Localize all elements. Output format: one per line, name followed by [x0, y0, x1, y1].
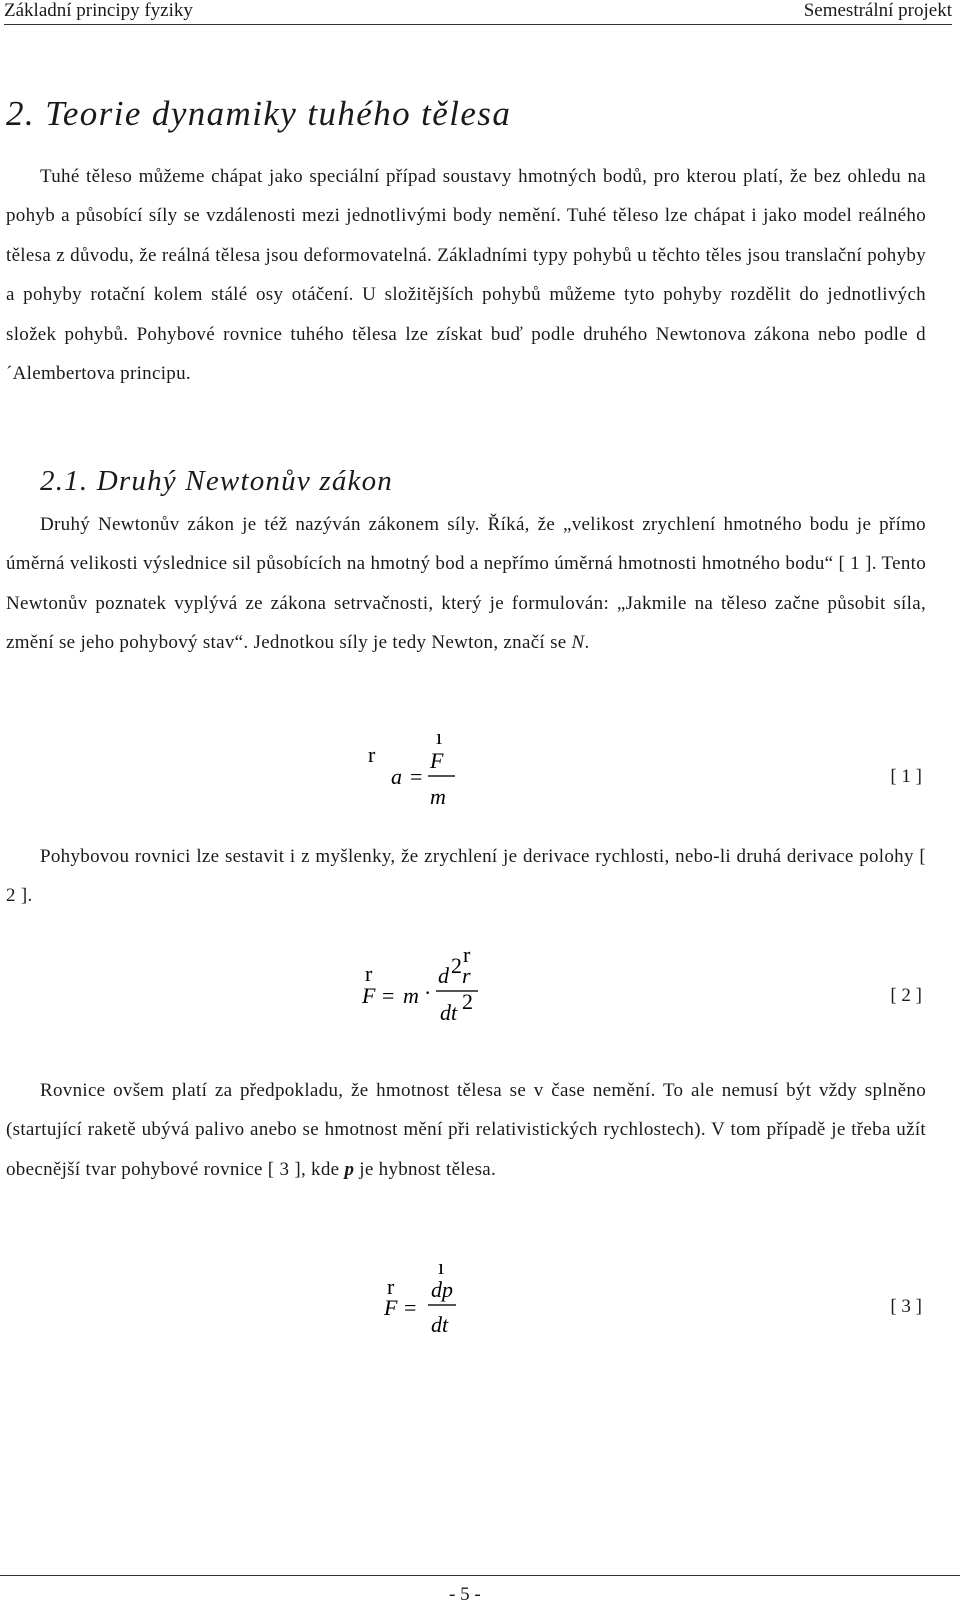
equation-1-number: [ 1 ] [890, 766, 922, 787]
momentum-text: Rovnice ovšem platí za předpokladu, že hmotnost tělesa se v čase nemění. To ale nemusí být vždy splněno (startující raketě ubývá palivo anebo se hmotnost mění při relativistických rychlostech). V tom případě je třeba užít obecnější tvar pohybové rovnice [ 3 ], kde [6, 1080, 926, 1180]
eq2-dot: · [424, 980, 432, 1005]
eq2-equals: = [382, 983, 395, 1008]
eq2-denominator-exponent: 2 [462, 989, 473, 1014]
intro-paragraph: Tuhé těleso můžeme chápat jako speciální případ soustavy hmotných bodů, pro kterou platí, že bez ohledu na pohyb a působící síly se vzdálenosti mezi jednotlivými body nemění. Tuhé těleso lze chápat i jako model reálného tělesa z důvodu, že reálná tělesa jsou deformovatelná. Základními typy pohybů u těchto těles jsou translační pohyby a pohyby rotační kolem stálé osy otáčení. U složitějších pohybů můžeme tyto pohyby rozdělit do jednotlivých složek pohybů. Pohybové rovnice tuhého tělesa lze získat buď podle druhého Newtonova zákona nebo podle d´Alembertova principu. [6, 166, 926, 385]
section-heading: 2. Teorie dynamiky tuhého tělesa [6, 94, 512, 133]
eq2-factor: m [403, 983, 419, 1008]
page-footer [0, 1575, 960, 1612]
eq1-lhs: a [391, 764, 402, 789]
derivative-paragraph: Pohybovou rovnici lze sestavit i z myšlenky, že zrychlení je derivace rychlosti, nebo-li druhá derivace polohy [ 2 ]. [6, 846, 926, 907]
header-left-title: Základní principy fyziky [4, 0, 193, 21]
eq3-lhs: F [384, 1295, 398, 1320]
vector-mark: r [463, 942, 471, 967]
equation-3 [0, 1254, 960, 1352]
equation-1 [0, 724, 960, 820]
eq2-numerator-d: d [438, 963, 449, 988]
equation-3-number: [ 3 ] [890, 1296, 922, 1317]
equation-3-formula [0, 1254, 960, 1352]
newton-law-end: . [584, 632, 590, 654]
momentum-end: je hybnost tělesa. [354, 1158, 497, 1180]
eq2-denominator: dt [440, 1000, 458, 1025]
subsection-heading: 2.1. Druhý Newtonův zákon [40, 465, 393, 497]
vector-mark: r [387, 1274, 395, 1299]
eq3-denominator: dt [431, 1312, 449, 1337]
eq3-equals: = [404, 1295, 417, 1320]
equation-1-formula [0, 724, 960, 820]
page-header [4, 0, 952, 25]
header-right-title: Semestrální projekt [803, 0, 952, 21]
equation-2-formula [0, 942, 960, 1035]
unit-symbol: N [571, 632, 585, 654]
eq1-denominator: m [430, 784, 446, 809]
newton-law-text: Druhý Newtonův zákon je též nazýván zákonem síly. Říká, že „velikost zrychlení hmotného bodu je přímo úměrná velikosti výslednice sil působících na hmotný bod a nepřímo úměrná hmotnosti hmotného bodu“ [ 1 ]. Tento Newtonův poznatek vyplývá ze zákona setrvačnosti, který je formulován: „Jakmile na těleso začne působit síla, změní se jeho pohybový stav“. Jednotkou síly je tedy Newton, značí se [6, 514, 926, 654]
eq2-numerator-var: r [462, 963, 471, 988]
page-number: - 5 - [449, 1584, 481, 1605]
eq2-numerator-exponent: 2 [451, 953, 462, 978]
momentum-paragraph [6, 1071, 926, 1189]
equation-2-number: [ 2 ] [890, 985, 922, 1006]
vector-mark: r [368, 742, 376, 767]
vector-mark: r [365, 961, 373, 986]
newton-law-paragraph [6, 505, 926, 663]
eq2-lhs: F [362, 983, 376, 1008]
vector-mark: ı [436, 724, 443, 749]
equation-2 [0, 942, 960, 1035]
momentum-symbol: p [344, 1158, 355, 1180]
vector-mark: ı [438, 1254, 445, 1279]
eq3-numerator: dp [431, 1277, 453, 1302]
eq1-numerator: F [430, 748, 444, 773]
eq1-equals: = [410, 764, 423, 789]
